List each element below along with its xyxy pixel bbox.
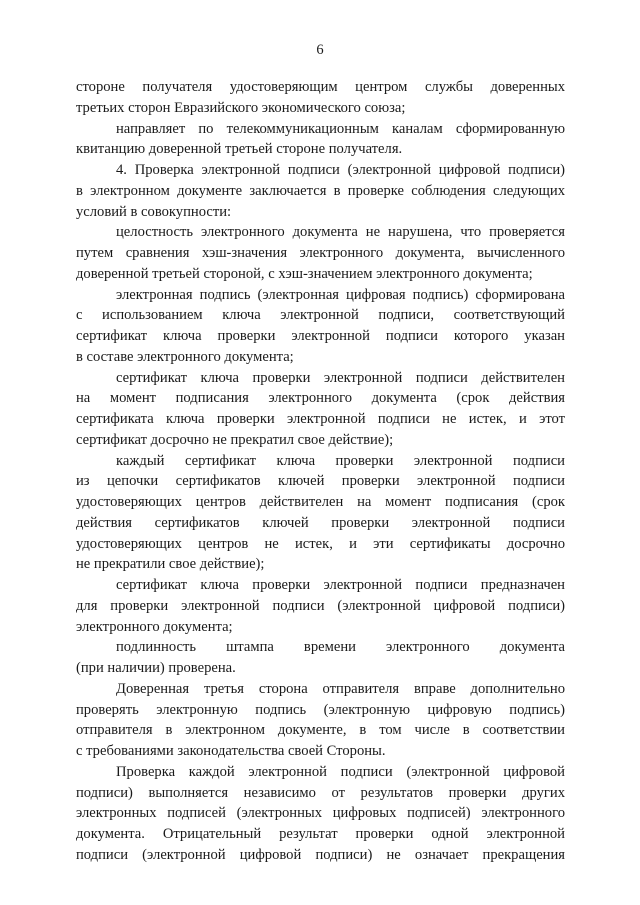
text-line: доверенной третьей стороной, с хэш-значением электронного документа; xyxy=(76,265,533,282)
text-line: целостность электронного документа не нарушена, что проверяется xyxy=(116,224,565,241)
text-line: (при наличии) проверена. xyxy=(76,660,236,676)
text-line: документа. Отрицательный результат проверки одной электронной xyxy=(76,826,565,842)
text-line: в электронном документе заключается в проверке соблюдения следующих xyxy=(76,182,565,199)
text-line: с использованием ключа электронной подписи, соответствующий xyxy=(76,307,565,324)
text-line: подписи) выполняется независимо от результатов проверки других xyxy=(76,784,565,801)
text-line: сертификата ключа проверки электронной подписи не истек, и этот xyxy=(76,411,565,427)
text-line: Доверенная третья сторона отправителя вправе дополнительно xyxy=(116,680,565,697)
text-line: действия сертификатов ключей проверки электронной подписи xyxy=(76,514,565,531)
text-line: электронных подписей (электронных цифровых подписей) электронного xyxy=(76,805,565,822)
text-line: из цепочки сертификатов ключей проверки электронной подписи xyxy=(76,473,565,490)
text-line: не прекратили свое действие); xyxy=(76,556,265,573)
text-line: условий в совокупности: xyxy=(76,203,232,220)
text-line: в составе электронного документа; xyxy=(76,348,294,365)
text-line: сертификат ключа проверки электронной подписи действителен xyxy=(116,369,565,386)
text-line: 4. Проверка электронной подписи (электронной цифровой подписи) xyxy=(116,162,565,178)
text-line: с требованиями законодательства своей Стороны. xyxy=(76,743,386,759)
text-line: удостоверяющих центров не истек, и эти сертификаты досрочно xyxy=(76,535,565,552)
text-line: стороне получателя удостоверяющим центром службы доверенных xyxy=(76,79,565,95)
text-line: подписи (электронной цифровой подписи) не означает прекращения xyxy=(76,846,565,863)
document-body xyxy=(76,77,565,866)
text-line: электронная подпись (электронная цифровая подпись) сформирована xyxy=(116,286,565,303)
text-line: на момент подписания электронного документа (срок действия xyxy=(76,390,565,407)
text-line: отправителя в электронном документе, в том числе в соответствии xyxy=(76,722,565,739)
text-line: направляет по телекоммуникационным каналам сформированную xyxy=(116,120,565,137)
text-line: подлинность штампа времени электронного документа xyxy=(116,639,565,656)
text-line: проверять электронную подпись (электронную цифровую подпись) xyxy=(76,701,565,718)
text-line: путем сравнения хэш-значения электронного документа, вычисленного xyxy=(76,245,565,261)
text-line: Проверка каждой электронной подписи (электронной цифровой xyxy=(116,763,565,780)
text-line: третьих сторон Евразийского экономического союза; xyxy=(76,99,406,116)
text-line: для проверки электронной подписи (электронной цифровой подписи) xyxy=(76,597,565,614)
text-line: электронного документа; xyxy=(76,618,233,635)
text-line: сертификат досрочно не прекратил свое действие); xyxy=(76,431,394,448)
text-line: сертификат ключа проверки электронной подписи предназначен xyxy=(116,577,565,593)
text-line: удостоверяющих центров действителен на момент подписания (срок xyxy=(76,494,565,510)
text-line: сертификат ключа проверки электронной подписи которого указан xyxy=(76,328,565,344)
text-line: квитанцию доверенной третьей стороне получателя. xyxy=(76,141,403,158)
text-line: каждый сертификат ключа проверки электронной подписи xyxy=(116,452,565,469)
page-number: 6 xyxy=(316,42,324,58)
